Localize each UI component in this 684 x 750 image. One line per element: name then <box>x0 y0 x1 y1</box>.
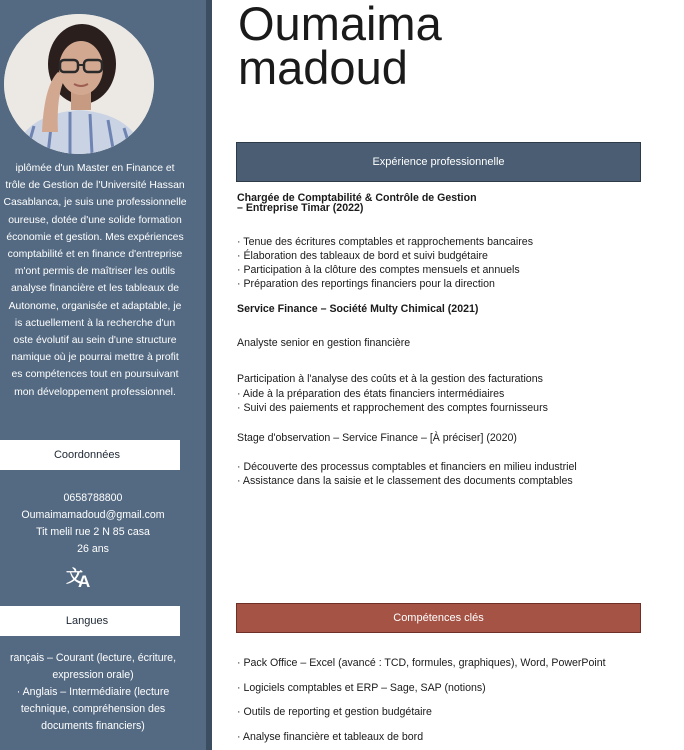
job3-title: Stage d'observation – Service Finance – [À préciser] (2020) <box>237 432 517 444</box>
languages-heading: Langues <box>0 606 180 636</box>
job1-title: Chargée de Comptabilité & Contrôle de Gestion <box>237 192 477 204</box>
skill-item: · Logiciels comptables et ERP – Sage, SAP (notions) <box>237 682 486 694</box>
contact-heading: Coordonnées <box>0 440 180 470</box>
job2-role: Analyste senior en gestion financière <box>237 337 411 349</box>
skill-item: · Pack Office – Excel (avancé : TCD, formules, graphiques), Word, PowerPoint <box>237 657 606 669</box>
profile-photo <box>4 14 154 154</box>
experience-section-title: Expérience professionnelle <box>236 142 641 182</box>
first-name: Oumaima <box>238 0 442 50</box>
email-address: Oumaimamadoud@gmail.com <box>21 509 165 521</box>
candidate-name <box>238 0 442 94</box>
skill-item: · Analyse financière et tableaux de bord <box>237 731 424 743</box>
phone-number: 0658788800 <box>63 492 123 504</box>
last-name: madoud <box>238 41 408 94</box>
age: 26 ans <box>77 543 109 555</box>
profile-bio: iplômée d'un Master en Finance et trôle de Gestion de l'Université Hassan Casablanca, je suis une professionnelle oureuse, dotée d'une solide formation économie et gestion. Mes expériences comptabilité et en finance d'entreprise m'ont permis de maîtriser les outils analyse financière et les tableaux de Autonome, organisée et adaptable, je is actuellement à la recherche d'un oste évolutif au sein d'une structure namique où je pourrai mettre à profit es compétences tout en poursuivant mon développement professionnel. <box>3 163 187 398</box>
sidebar-divider <box>206 0 212 750</box>
job3-item: · Assistance dans la saisie et le classement des documents comptables <box>237 475 573 487</box>
languages-list: rançais – Courant (lecture, écriture, expression orale) · Anglais – Intermédiaire (lecture technique, compréhension des documents financiers) <box>9 652 177 732</box>
skills-section-title: Compétences clés <box>236 603 641 633</box>
job1-item: · Préparation des reportings financiers pour la direction <box>237 278 495 290</box>
job1-item: · Participation à la clôture des comptes mensuels et annuels <box>237 264 520 276</box>
job2-item: · Suivi des paiements et rapprochement des comptes fournisseurs <box>237 402 548 414</box>
job1-item: · Tenue des écritures comptables et rapprochements bancaires <box>237 236 533 248</box>
job3-item: · Découverte des processus comptables et financiers en milieu industriel <box>237 461 577 473</box>
contact-info <box>0 490 196 558</box>
translate-icon: 文 A <box>66 567 91 591</box>
job1-company: – Entreprise Timar (2022) <box>237 202 364 214</box>
job2-item: · Aide à la préparation des états financiers intermédiaires <box>237 388 505 400</box>
job2-intro: Participation à l'analyse des coûts et à la gestion des facturations <box>237 373 543 385</box>
skill-item: · Outils de reporting et gestion budgétaire <box>237 706 432 718</box>
postal-address: Tit melil rue 2 N 85 casa <box>36 526 150 538</box>
job1-item: · Élaboration des tableaux de bord et suivi budgétaire <box>237 250 488 262</box>
job2-title: Service Finance – Société Multy Chimical (2021) <box>237 303 479 315</box>
